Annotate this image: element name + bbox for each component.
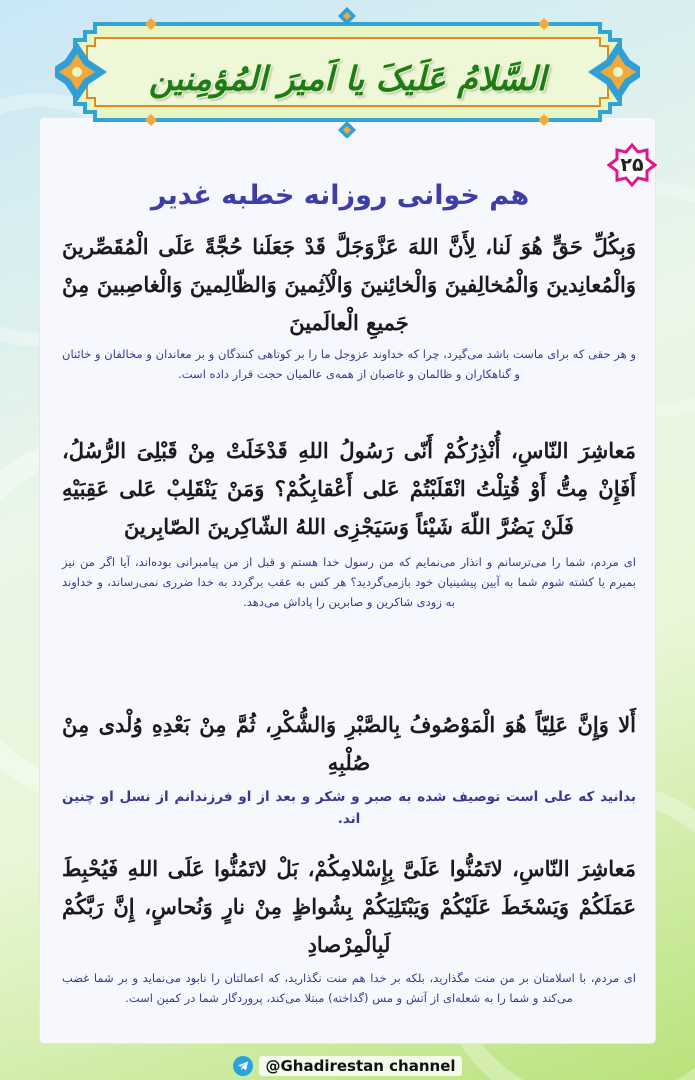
- footer: [0, 1052, 695, 1080]
- section-1: [62, 228, 636, 384]
- arabic-text: أَلا وَإِنَّ عَلِیّاً هُوَ الْمَوْصُوفُ بِالصَّبْرِ وَالشُّکْرِ، ثُمَّ مِنْ بَعْدِهِ وُلْدی مِنْ صُلْبِهِ: [62, 712, 636, 775]
- persian-translation: بدانید که علی است توصیف شده به صبر و شکر و بعد از او فرزندانم از نسل او چنین اند.: [62, 789, 636, 827]
- header-title: السَّلامُ عَلَیکَ یا اَمیرَ المُؤمِنین: [148, 58, 547, 98]
- arabic-text: وَبِکُلِّ حَقٍّ هُوَ لَنا، لِأَنَّ اللهَ عَزَّوَجَلَّ قَدْ جَعَلَنا حُجَّةً عَلَی الْمُقَصِّرینَ وَالْمُعانِدینَ وَالْمُخالِفینَ وَالْخائِنینَ وَالْآثِمینَ وَالظّالِمینَ وَالْغاصِبینَ مِنْ جَمیعِ الْعالَمینَ: [62, 234, 636, 335]
- section-4: [62, 850, 636, 1008]
- section-3: [62, 706, 636, 830]
- page-number: ۲۵: [620, 154, 644, 176]
- arabic-text: مَعاشِرَ النّاسِ، أُنْذِرُکُمْ أَنّی رَسُولُ اللهِ قَدْخَلَتْ مِنْ قَبْلِیَ الرُّسُلُ، أَفَإِنْ مِتُّ أَوْ قُتِلْتُ انْقَلَبْتُمْ عَلی أَعْقابِکُمْ؟ وَمَنْ یَنْقَلِبْ عَلی عَقِبَیْهِ فَلَنْ یَضُرَّ اللّهَ شَیْئاً وَسَیَجْزِی اللهُ الشّاکِرینَ الصّابِرینَ: [62, 438, 636, 539]
- persian-translation: ای مردم، شما را می‌ترسانم و انذار می‌نمایم که من رسول خدا هستم و قبل از من پیامبرانی بوده‌اند، آیا اگر من نیز بمیرم یا کشته شوم شما به آیین پیشینیان خود بازمی‌گردید؟ هر کس به عقب برگردد به خدا ضرری نمی‌رساند، و خداوند به زودی شاکرین و صابرین را پاداش می‌دهد.: [62, 555, 636, 609]
- page-subtitle: هم خوانی روزانه خطبه غدیر: [150, 179, 530, 211]
- persian-translation: و هر حقی که برای ماست باشد می‌گیرد، چرا که خداوند عزوجل ما را بر کوتاهی کنندگان و بر معاندان و مخالفان و خائنان و گناهکاران و ظالمان و غاصبان از همه‌ی عالمیان حجت قرار داده است.: [62, 347, 636, 381]
- arabic-text: مَعاشِرَ النّاسِ، لاتَمُنُّوا عَلَیَّ بِإِسْلامِکُمْ، بَلْ لاتَمُنُّوا عَلَی اللهِ فَیُحْبِطَ عَمَلَکُمْ وَیَسْخَطَ عَلَیْکُمْ وَیَبْتَلِیَکُمْ بِشُواظٍ مِنْ نارٍ وَنُحاسٍ، إِنَّ رَبَّکُمْ لَبِالْمِرْصادِ: [62, 856, 636, 957]
- telegram-icon[interactable]: [233, 1056, 253, 1076]
- persian-translation: ای مردم، با اسلامتان بر من منت مگذارید، بلکه بر خدا هم منت نگذارید، که اعمالتان را نابود می‌نماید و بر شما غضب می‌کند و شما را به شعله‌ای از آتش و مس (گداخته) مبتلا می‌کند، پروردگار شما در کمین است.: [62, 971, 636, 1005]
- section-2: [62, 432, 636, 612]
- channel-handle[interactable]: @Ghadirestan channel: [259, 1056, 461, 1076]
